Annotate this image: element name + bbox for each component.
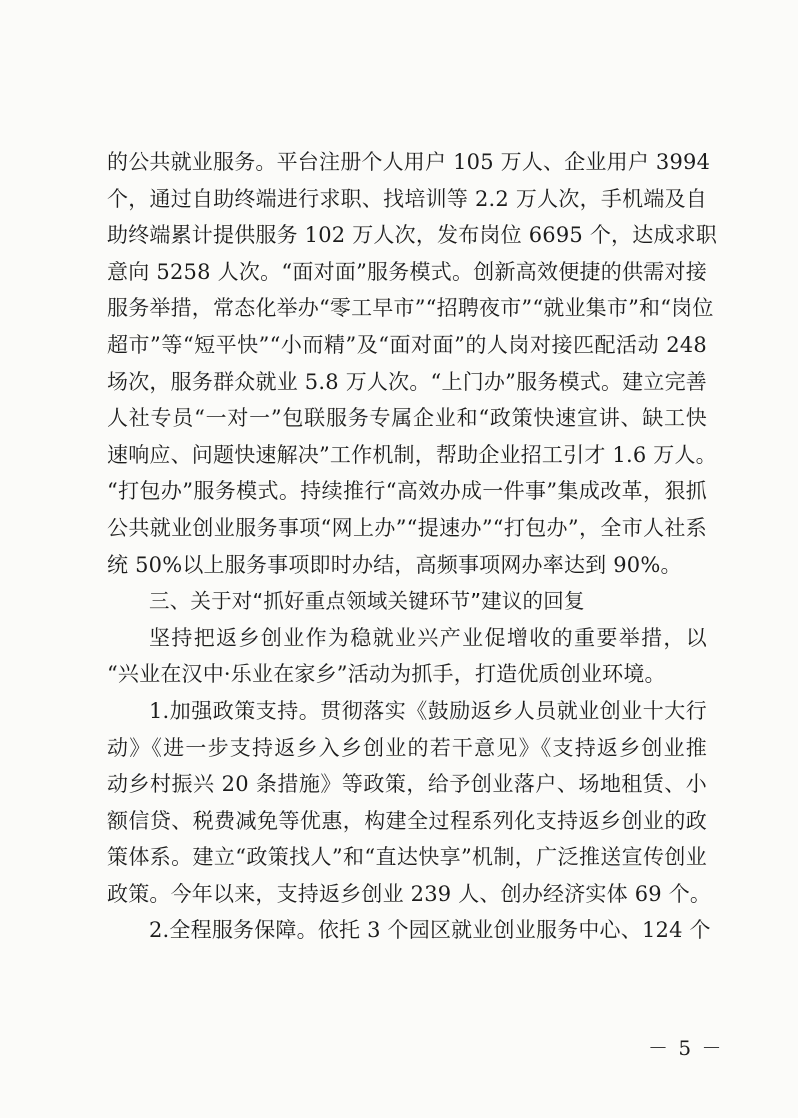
text-line: 意向 5258 人次。“面对面”服务模式。创新高效便捷的供需对接: [107, 259, 707, 284]
section-heading: 三、关于对“抓好重点领域关键环节”建议的回复: [149, 589, 585, 614]
text-line: 的公共就业服务。平台注册个人用户 105 万人、企业用户 3994: [107, 150, 711, 174]
text-line: 动》《进一步支持返乡入乡创业的若干意见》《支持返乡创业推: [107, 735, 707, 760]
body-text: [107, 144, 718, 949]
text-line: 速响应、问题快速解决”工作机制，帮助企业招工引才 1.6 万人。: [107, 442, 717, 467]
text-line: 个，通过自助终端进行求职、找培训等 2.2 万人次，手机端及自: [107, 186, 707, 211]
text-line: 助终端累计提供服务 102 万人次，发布岗位 6695 个，达成求职: [107, 223, 718, 248]
text-line: “兴业在汉中·乐业在家乡”活动为抓手，打造优质创业环境。: [107, 662, 666, 687]
text-line: 动乡村振兴 20 条措施》等政策，给予创业落户、场地租赁、小: [107, 772, 707, 797]
page-number: － 5 －: [648, 1036, 724, 1060]
text-line: 额信贷、税费减免等优惠，构建全过程系列化支持返乡创业的政: [107, 808, 707, 833]
text-line: 统 50%以上服务事项即时办结，高频事项网办率达到 90%。: [107, 552, 682, 577]
text-line: 策体系。建立“政策找人”和“直达快享”机制，广泛推送宣传创业: [107, 845, 707, 870]
text-line: 1.加强政策支持。贯彻落实《鼓励返乡人员就业创业十大行: [149, 698, 707, 723]
text-line: 公共就业创业服务事项“网上办”“提速办”“打包办”，全市人社系: [107, 515, 707, 540]
text-line: 政策。今年以来，支持返乡创业 239 人、创办经济实体 69 个。: [107, 881, 712, 906]
text-line: 坚持把返乡创业作为稳就业兴产业促增收的重要举措，以: [149, 625, 707, 650]
text-line: 场次，服务群众就业 5.8 万人次。“上门办”服务模式。建立完善: [107, 369, 707, 394]
text-line: 人社专员“一对一”包联服务专属企业和“政策快速宣讲、缺工快: [107, 406, 707, 431]
text-line: 2.全程服务保障。依托 3 个园区就业创业服务中心、124 个: [149, 918, 711, 943]
text-line: “打包办”服务模式。持续推行“高效办成一件事”集成改革，狠抓: [107, 479, 707, 504]
text-line: 超市”等“短平快”“小而精”及“面对面”的人岗对接匹配活动 248: [107, 332, 707, 357]
text-line: 服务举措，常态化举办“零工早市”“招聘夜市”“就业集市”和“岗位: [107, 296, 714, 321]
